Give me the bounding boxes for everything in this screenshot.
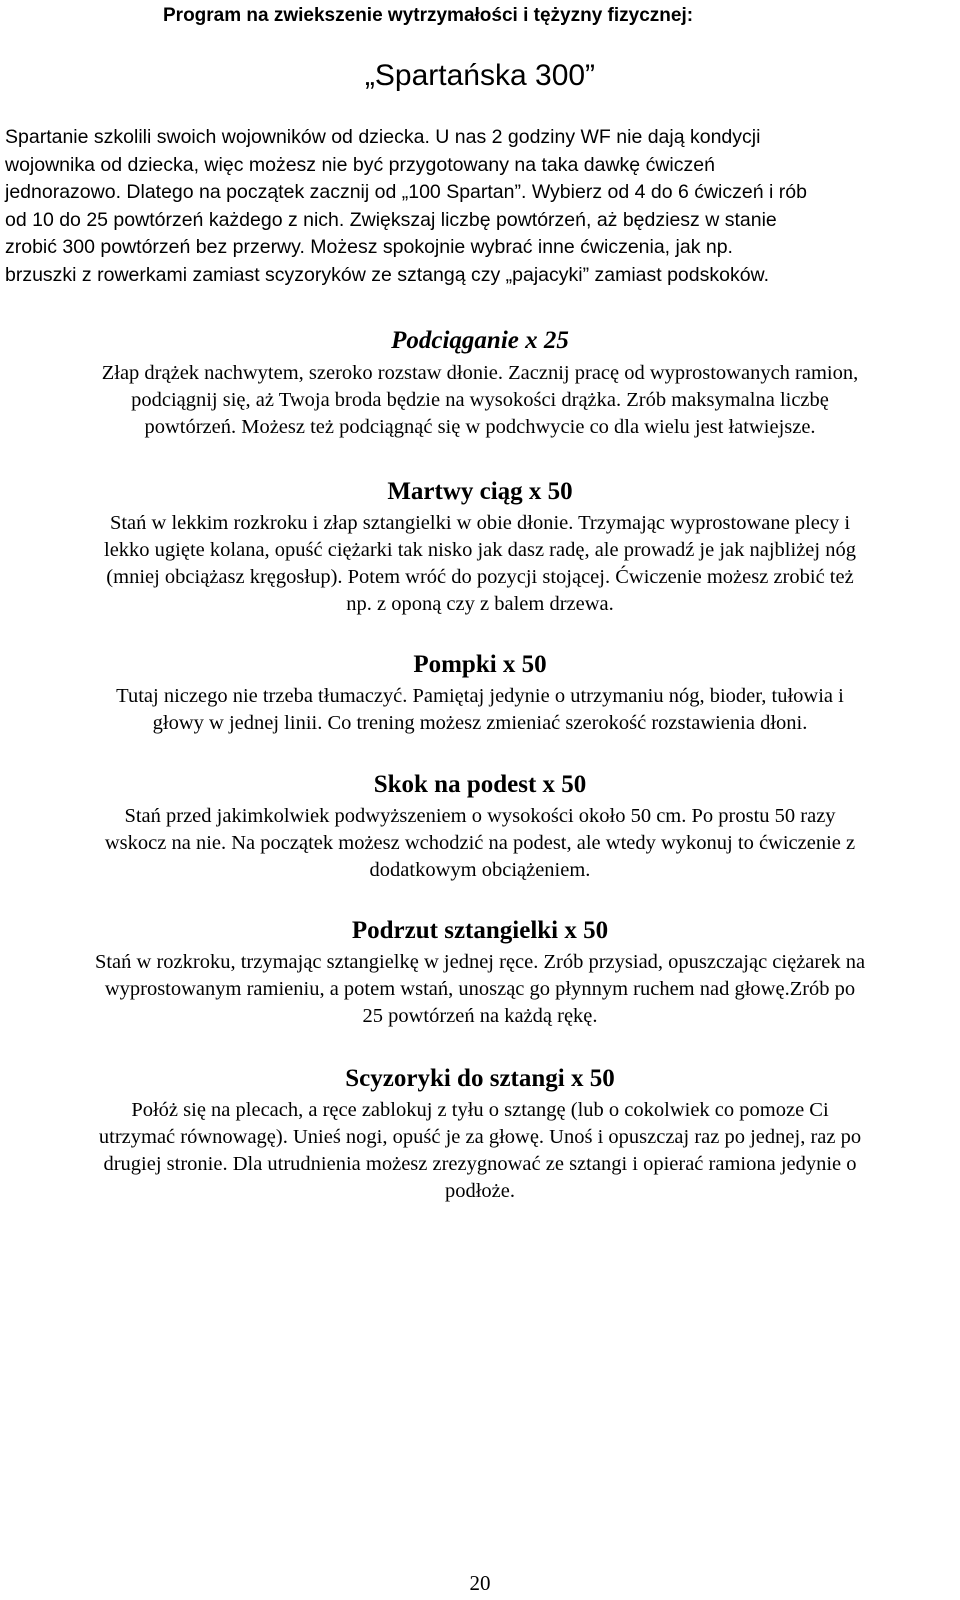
- intro-line: Spartanie szkolili swoich wojowników od dziecka. U nas 2 godziny WF nie dają kondycji: [5, 126, 761, 148]
- intro-line: zrobić 300 powtórzeń bez przerwy. Możesz spokojnie wybrać inne ćwiczenia, jak np.: [5, 236, 733, 258]
- description-line: utrzymać równowagę). Unieś nogi, opuść je za głowę. Unoś i opuszczaj raz po jednej, raz po: [98, 1126, 862, 1148]
- description-line: np. z oponą czy z balem drzewa.: [346, 593, 614, 615]
- description-line: Złap drążek nachwytem, szeroko rozstaw dłonie. Zacznij pracę od wyprostowanych ramion,: [101, 362, 859, 384]
- intro-line: jednorazowo. Dlatego na początek zacznij od „100 Spartan”. Wybierz od 4 do 6 ćwiczeń i rób: [5, 181, 807, 203]
- description-line: lekko ugięte kolana, opuść ciężarki tak nisko jak dasz radę, ale prowadź je jak najbliżej nóg: [104, 539, 856, 561]
- description-line: Stań przed jakimkolwiek podwyższeniem o wysokości około 50 cm. Po prostu 50 razy: [124, 805, 836, 827]
- description-line: Stań w rozkroku, trzymając sztangielkę w jednej ręce. Zrób przysiad, opuszczając ciężarek na: [94, 951, 866, 973]
- description-line: (mniej obciążasz kręgosłup). Potem wróć do pozycji stojącej. Ćwiczenie możesz zrobić też: [106, 566, 854, 588]
- exercise-section-pushups: [0, 650, 960, 737]
- exercise-description: [0, 1097, 960, 1205]
- exercise-heading: Martwy ciąg x 50: [387, 478, 573, 505]
- description-line: drugiej stronie. Dla utrudnienia możesz zrezygnować ze sztangi i opierać ramiona jedynie o: [103, 1153, 857, 1175]
- exercise-section-box-jump: [0, 770, 960, 884]
- exercise-section-dumbbell-snatch: [0, 916, 960, 1030]
- document-header: Program na zwiekszenie wytrzymałości i tężyzny fizycznej:: [163, 5, 694, 26]
- description-line: Połóż się na plecach, a ręce zablokuj z tyłu o sztangę (lub o cokolwiek co pomoze Ci: [131, 1099, 829, 1121]
- exercise-description: [0, 683, 960, 737]
- description-line: Stań w lekkim rozkroku i złap sztangielki w obie dłonie. Trzymając wyprostowane plecy i: [109, 512, 851, 534]
- exercise-section-pullups: [0, 326, 960, 441]
- intro-paragraph: [5, 124, 945, 289]
- description-line: wskocz na nie. Na początek możesz wchodzić na podest, ale wtedy wykonuj to ćwiczenie z: [104, 832, 856, 854]
- exercise-heading: Podciąganie x 25: [391, 327, 569, 354]
- document-title: „Spartańska 300”: [364, 59, 596, 92]
- exercise-section-jackknife: [0, 1064, 960, 1205]
- intro-line: brzuszki z rowerkami zamiast scyzoryków ze sztangą czy „pajacyki” zamiast podskoków.: [5, 263, 769, 286]
- description-line: Tutaj niczego nie trzeba tłumaczyć. Pamiętaj jedynie o utrzymaniu nóg, bioder, tułowia i: [116, 685, 844, 707]
- exercise-description: [0, 360, 960, 441]
- exercise-section-deadlift: [0, 477, 960, 618]
- exercise-heading: Podrzut sztangielki x 50: [351, 917, 609, 944]
- page-number: 20: [469, 1571, 491, 1595]
- intro-line: od 10 do 25 powtórzeń każdego z nich. Zwiększaj liczbę powtórzeń, aż będziesz w stanie: [5, 208, 777, 231]
- exercise-heading: Scyzoryki do sztangi x 50: [345, 1065, 615, 1092]
- exercise-heading: Pompki x 50: [413, 651, 547, 678]
- description-line: dodatkowym obciążeniem.: [369, 859, 591, 881]
- description-line: powtórzeń. Możesz też podciągnąć się w podchwycie co dla wielu jest łatwiejsze.: [144, 416, 816, 438]
- exercise-description: [0, 510, 960, 618]
- description-line: podłoże.: [444, 1180, 516, 1202]
- description-line: podciągnij się, aż Twoja broda będzie na wysokości drążka. Zrób maksymalna liczbę: [131, 389, 829, 411]
- description-line: głowy w jednej linii. Co trening możesz zmieniać szerokość rozstawienia dłoni.: [152, 712, 808, 734]
- exercise-description: [0, 949, 960, 1030]
- description-line: 25 powtórzeń na każdą rękę.: [362, 1005, 598, 1027]
- exercise-description: [0, 803, 960, 884]
- intro-line: wojownika od dziecka, więc możesz nie być przygotowany na taka dawkę ćwiczeń: [5, 153, 715, 176]
- exercise-heading: Skok na podest x 50: [373, 771, 587, 798]
- description-line: wyprostowanym ramieniu, a potem wstań, unosząc go płynnym ruchem nad głowę.Zrób po: [104, 978, 856, 1000]
